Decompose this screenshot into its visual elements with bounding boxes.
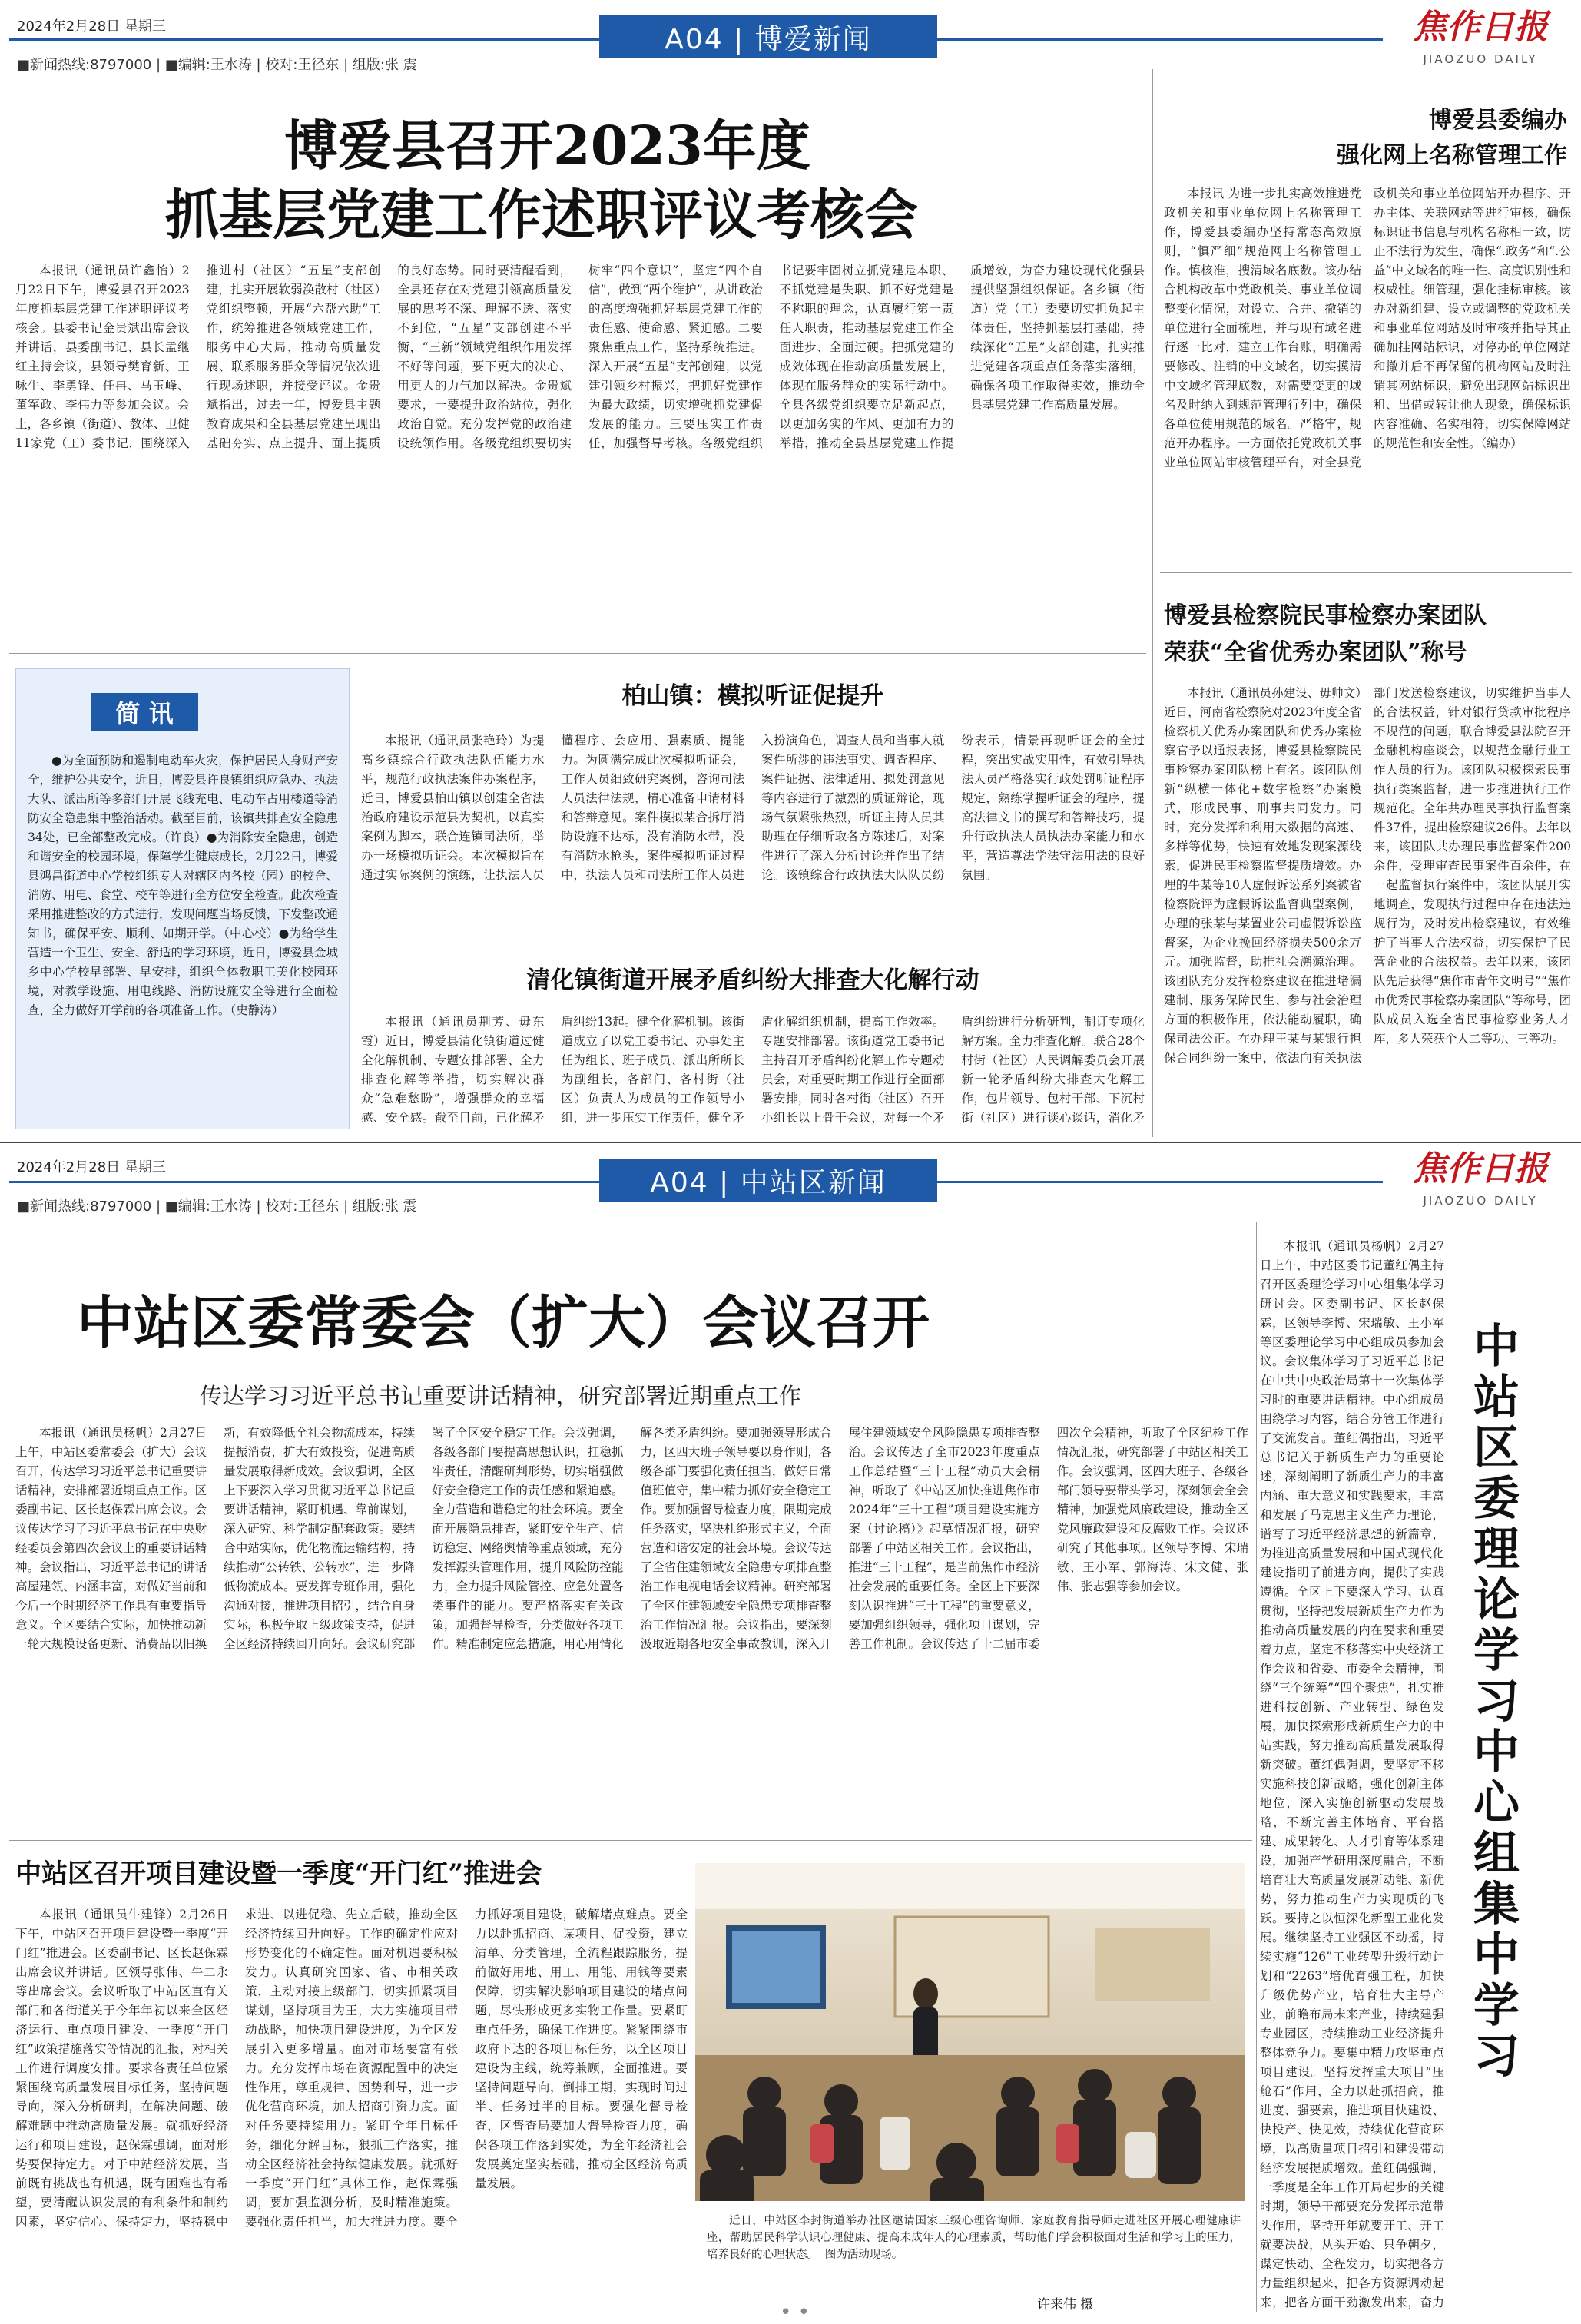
mid1-article-body: 本报讯（通讯员张艳玲）为提高乡镇综合行政执法队伍能力水平，规范行政执法案件办案程序，近日，博爱县柏山镇以创建全省法治政府建设示范县为契机，以真实案例为脚本，联合连镇司法所，举办一场模拟听证会。本次模拟旨在通过实际案例的演练，让执法人员懂程序、会应用、强素质、提能力。为圆满完成此次模拟听证会，工作人员细致研究案例，咨询司法人员法律法规，精心准备申请材料和答辩意见。案件模拟某合拆厅消防设施不达标，没有消防水带，没有消防水枪头，案件模拟听证过程中，执法人员和司法所工作人员进入扮演角色，调查人员和当事人就案件所涉的违法事实、调查程序、案件证据、法律适用、拟处罚意见等内容进行了激烈的质证辩论，现场气氛紧张热烈，听证主持人员其助理在仔细听取各方陈述后，对案件进行了深入分析讨论并作出了结论。该镇综合行政执法大队队员纷纷表示，情景再现听证会的全过程，突出实战实用性，有效引导执法人员严格落实行政处罚听证程序规定，熟练掌握听证会的程序，提高法律文书的撰写和答辩技巧，提升行政执法人员执法办案能力和水平，营造尊法学法守法用法的良好氛围。: [361, 734, 1145, 882]
mid2-title: 清化镇街道开展矛盾纠纷大排查大化解行动: [526, 966, 979, 994]
sub-article-body: 本报讯（通讯员牛建锋）2月26日下午，中站区召开项目建设暨一季度“开门红”推进会。区委副书记、区长赵保霖出席会议并讲话。区领导张伟、牛二永等出席会议。会议听取了中站区直有关部门和各街道关于今年年初以来全区经济运行、重点项目建设、一季度“开门红”政策措施落实等情况的汇报，对相关工作进行调度安排。要求各责任单位紧紧围绕高质量发展目标任务，坚持问题导向，深入分析研判，在解决问题、破解难题中推动高质量发展。就抓好经济运行和项目建设，赵保霖强调，面对形势要保持定力。对于中站经济发展，当前既有挑战也有机遇，既有困难也有希望，要清醒认识发展的有利条件和制约因素，坚定信心、保持定力，坚持稳中求进、以进促稳、先立后破，推动全区经济持续回升向好。工作的确定性应对形势变化的不确定性。面对机遇要积极发力。认真研究国家、省、市相关政策，主动对接上级部门，切实抓紧项目谋划，坚持项目为王，大力实施项目带动战略，加快项目建设进度，为全区发展引入更多增量。面对市场要富有张力。充分发挥市场在资源配置中的决定性作用，尊重规律、因势利导，进一步优化营商环境，加大招商引资力度。面对任务要持续用力。紧盯全年目标任务，细化分解目标，狠抓工作落实，推动全区经济社会持续健康发展。就抓好一季度“开门红”具体工作，赵保霖强调，要加强监测分析，及时精准施策。要强化责任担当，加大推进力度。要全力抓好项目建设，破解堵点难点。要全力以赴抓招商、谋项目、促投资，建立清单、分类管理，全流程跟踪服务，提前做好用地、用工、用能、用钱等要素保障，切实解决影响项目建设的堵点问题，尽快形成更多实物工作量。要紧盯重点任务，确保工作进度。紧紧围绕市政府下达的各项目标任务，以全区项目建设为主线，统筹兼顾，全面推进。要坚持问题导向，倒排工期，实现时间过半、任务过半的目标。要强化督导检查，区督查局要加大督导检查力度，确保各项工作落到实处，为全年经济社会发展奠定坚实基础，推动全区经济高质量发展。: [15, 1908, 688, 2229]
bottom-column-rule: [1256, 1222, 1257, 2312]
side1-article-body: 本报讯 为进一步扎实高效推进党政机关和事业单位网上名称管理工作，博爱县委编办坚持常态高效原则，“慎严细”规范网上名称管理工作。慎核准，搜清域名底数。该办结合机构改革中党政机关、事业单位调整变化情况，对设立、合并、撤销的单位进行全面梳理，并与现有域名进行逐一比对，建立工作台账，明确需要修改、注销的中文域名，切实摸清中文域名管理底数，对需要变更的域名及时纳入到规范管理行列中，确保各单位使用规范的域名。严格审，规范开办程序。一方面依托党政机关事业单位网站审核管理平台，对全县党政机关和事业单位网站开办程序、开办主体、关联网站等进行审核，确保标识证书信息与机构名称相一致，防止不法行为发生，确保“.政务”和“.公益”中文域名的唯一性、高度识别性和权威性。细管理，强化挂标审核。该办对新组建、设立或调整的党政机关和事业单位网站及时审核并指导其正确加挂网站标识，对停办的单位网站和撤并后不再保留的机构网站及时注销其网站标识，避免出现网站标识出租、出借或转让他人现象，确保标识内容准确、名实相符，切实保障网站的规范性和安全性。（编办）: [1164, 187, 1571, 469]
top-section-title: A04 | 博爱新闻: [599, 15, 937, 58]
page-fold-dots: • •: [780, 2301, 810, 2324]
top-newspaper-logo: 焦作日报: [1413, 8, 1548, 47]
sub-article-title: 中站区召开项目建设暨一季度“开门红”推进会: [15, 1858, 542, 1889]
mid2-article-body: 本报讯（通讯员荆芳、毋东霞）近日，博爱县清化镇街道过健全化解机制、专题安排部署、全力排查化解等举措，切实解决群众“急难愁盼”，增强群众的幸福感、安全感。截至目前，已化解矛盾纠纷13起。健全化解机制。该街道成立了以党工委书记、办事处主任为组长、班子成员、派出所所长为副组长，各部门、各村街（社区）负责人为成员的工作领导小组，进一步压实工作责任，健全矛盾化解组织机制，提高工作效率。专题安排部署。该街道党工委书记主持召开矛盾纠纷化解工作专题动员会，对重要时期工作进行全面部署安排，同时各村街（社区）召开小组长以上骨干会议，对每一个矛盾纠纷进行分析研判，制订专项化解方案。全力排查化解。联合28个村街（社区）人民调解委员会开展新一轮矛盾纠纷大排查大化解工作，包片领导、包村干部、下沉村街（社区）进行谈心谈话，消化矛: [361, 1015, 1145, 1125]
top-mid-divider: [9, 653, 1146, 654]
bottom-section-title: A04 | 中站区新闻: [599, 1159, 937, 1202]
side1-title-line2: 强化网上名称管理工作: [1337, 142, 1567, 169]
side1-title-line1: 博爱县委编办: [1429, 107, 1567, 134]
bottom-newspaper-logo-sub: JIAOZUO DAILY: [1423, 1194, 1538, 1208]
bottom-main-subtitle: 传达学习习近平总书记重要讲话精神，研究部署近期重点工作: [200, 1383, 802, 1409]
lecture-photo: [695, 1863, 1245, 2201]
right-article-body: 本报讯（通讯员杨帆）2月27日上午，中站区委书记董红偶主持召开区委理论学习中心组集体学习研讨会。区委副书记、区长赵保霖，区领导李博、宋瑞敏、王小军等区委理论学习中心组成员参加会议。会议集体学习了习近平总书记在中共中央政治局第十一次集体学习时的重要讲话精神。中心组成员围绕学习内容，结合分管工作进行了交流发言。董红偶指出，习近平总书记关于新质生产力的重要论述，深刻阐明了新质生产力的丰富内涵、重大意义和实践要求，丰富和发展了马克思主义生产力理论，谱写了习近平经济思想的新篇章，为推进高质量发展和中国式现代化建设指明了前进方向，提供了实践遵循。全区上下要深入学习、认真贯彻，坚持把发展新质生产力作为推动高质量发展的内在要求和重要着力点，坚定不移落实中央经济工作会议和省委、市委全会精神，围绕“三个统筹”“四个聚焦”，扎实推进科技创新、产业转型、绿色发展，加快探索形成新质生产力的中站实践，努力推动高质量发展取得新突破。董红偶强调，要坚定不移实施科技创新战略，强化创新主体地位，深入实施创新驱动发展战略，不断完善主体培育、平台搭建、成果转化、人才引育等体系建设，加强产学研用深度融合，不断培育壮大高质量发展新动能、新优势，努力推动生产力实现质的飞跃。要持之以恒深化新型工业化发展。继续坚持工业强区不动摇，持续实施“126”工业转型升级行动计划和“2263”培优育强工程，加快升级优势产业，培育壮大主导产业，前瞻布局未来产业，持续建强专业园区，持续推动工业经济提升整体竞争力。要集中精力攻坚重点项目建设。坚持发挥重大项目“压舱石”作用，全力以赴抓招商，推进度、强要素，推进项目快建设、快投产、快见效，持续优化营商环境，以高质量项目招引和建设带动经济发展提质增效。董红偶强调，一季度是全年工作开局起步的关键时期，领导干部要充分发挥示范带头作用，坚持开年就要开工、开工就要决战，从头开始、只争朝夕，谋定快动、全程发力，切实把各方力量组织起来，把各方资源调动起来，把各方面干劲激发出来，奋力: [1260, 1239, 1444, 2309]
top-header-info: ■新闻热线:8797000 | ■编辑:王水涛 | 校对:王径东 | 组版:张 震: [17, 57, 417, 73]
mid1-title: 柏山镇：模拟听证促提升: [621, 682, 884, 710]
top-main-article-body: 本报讯（通讯员许鑫怡）2月22日下午，博爱县召开2023年度抓基层党建工作述职评议考核会。县委书记金贵斌出席会议并讲话，县委副书记、县长孟继红主持会议，县领导樊育新、王咏生、李勇锋、任冉、马玉峰、董军政、李伟力等参加会议。会上，各乡镇（街道）、教体、卫健11家党（工）委书记，围绕深入推进村（社区）“五星”支部创建，扎实开展软弱涣散村（社区）党组织整顿，开展“六帮六助”工作，统筹推进各领域党建工作，服务中心大局，推动高质量发展、联系服务群众等情况依次进行现场述职，并接受评议。金贵斌指出，过去一年，博爱县主题教育成果和全县基层党建呈现出基础夯实、点上提升、面上提质的良好态势。同时要清醒看到，全县还存在对党建引领高质量发展的思考不深、理解不透、落实不到位，“五星”支部创建不平衡，“三新”领域党组织作用发挥不好等问题，要下更大的决心、用更大的力气加以解决。金贵斌要求，一要提升政治站位，强化政治自觉。充分发挥党的政治建设统领作用。各级党组织要切实树牢“四个意识”，坚定“四个自信”，做到“两个维护”，从讲政治的高度增强抓好基层党建工作的责任感、使命感、紧迫感。二要聚焦重点工作，坚持系统推进。深入开展“五星”支部创建，以党建引领乡村振兴，把抓好党建作为最大政绩，切实增强抓党建促发展的能力。三要压实工作责任，加强督导考核。各级党组织书记要牢固树立抓党建是本职、不抓党建是失职、抓不好党建是不称职的理念，认真履行第一责任人职责，推动基层党建工作全面进步、全面过硬。把抓党建的成效体现在推动高质量发展上，体现在服务群众的实际行动中。全县各级党组织要立足新起点，以更加务实的作风、更加有力的举措，推动全县基层党建工作提质增效，为奋力建设现代化强县提供坚强组织保证。各乡镇（街道）党（工）委要切实担负起主体责任，坚持抓基层打基础，持续深化“五星”支部创建，扎实推进党建各项重点任务落实落细，确保各项工作取得实效，推动全县基层党建工作高质量发展。: [15, 264, 1145, 450]
photo-credit: 许来伟 摄: [1037, 2297, 1094, 2312]
bottom-mid-divider: [9, 1840, 1252, 1841]
brief-news-body: ●为全面预防和遏制电动车火灾，保护居民人身财产安全，维护公共安全，近日，博爱县许良镇组织应急办、执法大队、派出所等多部门开展飞线充电、电动车占用楼道等消防安全隐患集中整治活动。截至目前，该镇共排查安全隐患34处，已全部整改完成。（许良）●为消除安全隐患，创造和谐安全的校园环境，保障学生健康成长，2月22日，博爱县鸿昌街道中心学校组织专人对辖区内各校（园）的校舍、消防、用电、食堂、校车等进行全方位安全检查。此次检查采用推进整改的方式进行，发现问题当场反馈，下发整改通知书，确保平安、顺利、如期开学。（中心校）●为给学生营造一个卫生、安全、舒适的学习环境，近日，博爱县金城乡中心学校早部署、早安排，组织全体教职工美化校园环境，对教学设施、用电线路、消防设施安全等进行全面检查，全力做好开学前的各项准备工作。（史静涛）: [28, 754, 338, 1017]
side2-article-body: 本报讯（通讯员孙建设、毋帅文）近日，河南省检察院对2023年度全省检察机关优秀办案团队和优秀办案检察官予以通报表扬，博爱县检察院民事检察办案团队榜上有名。该团队创新“纵横一体化+数字检察”办案模式，形成民事、刑事共同发力。同时，充分发挥和利用大数据的高速、多样等优势，快速有效地发现案源线索，促进民事检察监督提质增效。办理的牛某等10人虚假诉讼系列案被省检察院评为虚假诉讼监督典型案例，办理的张某与某置业公司虚假诉讼监督案，为企业挽回经济损失500余万元。加强监督，助推社会溯源治理。该团队充分发挥检察建议在推进堵漏建制、服务保障民生、参与社会治理方面的积极作用，依法能动履职，确保司法公正。在办理王某与某银行担保合同纠纷一案中，依法向有关执法部门发送检察建议，切实维护当事人的合法权益，针对银行贷款审批程序不规范的问题，联合博爱县法院召开金融机构座谈会，以规范金融行业工作人员的行为。该团队积极探索民事执行类案监督，进一步推进执行工作规范化。全年共办理民事执行监督案件37件，提出检察建议26件。去年以来，该团队共办理民事监督案件200余件，受理审查民事案件百余件，在一起监督执行案件中，该团队展开实地调查，发现执行过程中存在违法违规行为，及时发出检察建议，有效维护了当事人合法权益，切实保护了民营企业的合法权益。去年以来，该团队先后获得“焦作市青年文明号”“焦作市优秀民事检察办案团队”等称号，团队成员入选全省民事检察业务人才库，多人荣获个人二等功、三等功。: [1164, 686, 1571, 1065]
bottom-header-info: ■新闻热线:8797000 | ■编辑:王水涛 | 校对:王径东 | 组版:张 震: [17, 1198, 417, 1215]
side2-title-line2: 荣获“全省优秀办案团队”称号: [1164, 639, 1467, 666]
photo-caption: 近日，中站区李封街道举办社区邀请国家三级心理咨询师、家庭教育指导师走进社区开展心理健康讲座，帮助居民科学认识心理健康、提高未成年人的心理素质，帮助他们学会积极面对生活和学习上的压力，培养良好的心理状态。 图为活动现场。: [707, 2215, 1241, 2261]
top-main-title-line2: 抓基层党建工作述职评议考核会: [165, 183, 918, 247]
bottom-newspaper-logo: 焦作日报: [1413, 1149, 1548, 1189]
top-main-title-line1: 博爱县召开2023年度: [284, 114, 810, 177]
bottom-date: 2024年2月28日 星期三: [17, 1159, 166, 1175]
side2-title-line1: 博爱县检察院民事检察办案团队: [1164, 602, 1487, 629]
bottom-main-title: 中站区委常委会（扩大）会议召开: [77, 1290, 930, 1356]
bottom-main-article-body: 本报讯（通讯员杨帆）2月27日上午，中站区委常委会（扩大）会议召开，传达学习习近平总书记重要讲话精神，安排部署近期重点工作。区委副书记、区长赵保霖出席会议。会议传达学习了习近平总书记在中央财经委员会第四次会议上的重要讲话精神。会议指出，习近平总书记的讲话高屋建瓴、内涵丰富，对做好当前和今后一个时期经济工作具有重要指导意义。全区要结合实际，加快推动新一轮大规模设备更新、消费品以旧换新，有效降低全社会物流成本，持续提振消费，扩大有效投资，促进高质量发展取得新成效。会议强调，全区上下要深入学习贯彻习近平总书记重要讲话精神，紧盯机遇、靠前谋划，深入研究、科学制定配套政策。要结合中站实际，优化物流运输结构，持续推动“公转铁、公转水”，进一步降低物流成本。要发挥专班作用，强化沟通对接，推进项目招引，结合自身实际，积极争取上级政策支持，促进全区经济持续回升向好。会议研究部署了全区安全稳定工作。会议强调，各级各部门要提高思想认识，扛稳抓牢责任，清醒研判形势，切实增强做好安全稳定工作的责任感和紧迫感。全力营造和谐稳定的社会环境。要全面开展隐患排查，紧盯安全生产、信访稳定、网络舆情等重点领域，充分发挥源头管理作用，提升风险防控能力，全力提升风险管控、应急处置各类事件的能力。要严格落实有关政策，加强督导检查，分类做好各项工作。精准制定应急措施，用心用情化解各类矛盾纠纷。要加强领导形成合力，区四大班子领导要以身作则，各级各部门要强化责任担当，做好日常值班值守，集中精力抓好安全稳定工作。要加强督导检查力度，限期完成任务落实，坚决杜绝形式主义，全面营造和谐安定的社会环境。会议传达了全省住建领域安全隐患专项排查整治工作电视电话会议精神。研究部署了全区住建领域安全隐患专项排查整治工作情况汇报。会议指出，要深刻汲取近期各地安全事故教训，深入开展住建领域安全风险隐患专项排查整治。会议传达了全市2023年度重点工作总结暨“三十工程”动员大会精神，听取了《中站区加快推进焦作市2024年“三十工程”项目建设实施方案（讨论稿）》起草情况汇报，研究部署了中站区相关工作。会议指出，推进“三十工程”，是当前焦作市经济社会发展的重要任务。全区上下要深刻认识推进“三十工程”的重要意义，要加强组织领导，强化项目谋划，完善工作机制。会议传达了十二届市委四次全会精神，听取了全区纪检工作情况汇报，研究部署了中站区相关工作。会议强调，区四大班子、各级各部门领导要带头学习，深刻领会全会精神，加强党风廉政建设，推动全区党风廉政建设和反腐败工作。会议还研究了其他事项。区领导李博、宋瑞敏、王小军、郭海涛、宋文健、张伟、张志强等参加会议。: [15, 1426, 1248, 1651]
side-divider: [1160, 572, 1572, 573]
top-newspaper-logo-sub: JIAOZUO DAILY: [1423, 52, 1538, 66]
top-column-rule: [1152, 69, 1153, 1137]
right-vertical-title: 中站区委理论学习中心组集中学习: [1466, 1321, 1520, 2082]
top-date: 2024年2月28日 星期三: [17, 18, 166, 35]
brief-news-title: 简 讯: [91, 693, 198, 731]
page-separator: [0, 1142, 1581, 1143]
